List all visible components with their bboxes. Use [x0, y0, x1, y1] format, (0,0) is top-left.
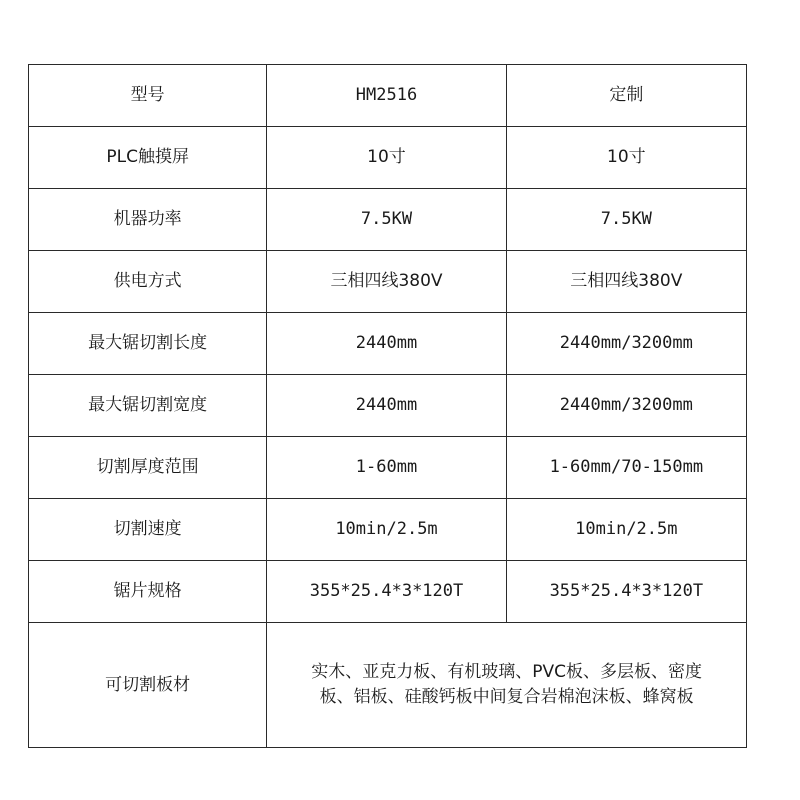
table-row-max-cut-length — [29, 313, 747, 375]
value-custom: 1-60mm/70-150mm — [506, 437, 746, 499]
row-label: 最大锯切割长度 — [29, 313, 267, 375]
value-custom: 2440mm/3200mm — [506, 375, 746, 437]
table-row-blade-spec — [29, 561, 747, 623]
value-standard: 10寸 — [267, 127, 506, 189]
value-standard: 2440mm — [267, 313, 506, 375]
value-standard: 三相四线380V — [267, 251, 506, 313]
value-custom: 三相四线380V — [506, 251, 746, 313]
value-standard: 355*25.4*3*120T — [267, 561, 506, 623]
table-row-cut-speed — [29, 499, 747, 561]
value-custom: 10min/2.5m — [506, 499, 746, 561]
table-row-materials — [29, 623, 747, 748]
materials-line-1: 实木、亚克力板、有机玻璃、PVC板、多层板、密度 — [311, 662, 703, 683]
table-row-plc-screen — [29, 127, 747, 189]
value-standard: HM2516 — [267, 65, 506, 127]
value-custom: 定制 — [506, 65, 746, 127]
value-standard: 1-60mm — [267, 437, 506, 499]
spec-table — [28, 64, 747, 748]
value-standard: 10min/2.5m — [267, 499, 506, 561]
row-label: 机器功率 — [29, 189, 267, 251]
value-standard: 2440mm — [267, 375, 506, 437]
table-row-model — [29, 65, 747, 127]
row-label: 型号 — [29, 65, 267, 127]
value-standard: 7.5KW — [267, 189, 506, 251]
value-custom: 2440mm/3200mm — [506, 313, 746, 375]
row-label: PLC触摸屏 — [29, 127, 267, 189]
table-row-power-supply — [29, 251, 747, 313]
row-label: 供电方式 — [29, 251, 267, 313]
row-label: 锯片规格 — [29, 561, 267, 623]
table-row-cut-thickness — [29, 437, 747, 499]
row-label: 切割速度 — [29, 499, 267, 561]
value-custom: 7.5KW — [506, 189, 746, 251]
materials-line-2: 板、铝板、硅酸钙板中间复合岩棉泡沫板、蜂窝板 — [319, 687, 694, 707]
table-row-machine-power — [29, 189, 747, 251]
row-label: 最大锯切割宽度 — [29, 375, 267, 437]
value-custom: 10寸 — [506, 127, 746, 189]
table-row-max-cut-width — [29, 375, 747, 437]
materials-cell — [267, 623, 747, 748]
row-label: 可切割板材 — [29, 623, 267, 748]
row-label: 切割厚度范围 — [29, 437, 267, 499]
value-custom: 355*25.4*3*120T — [506, 561, 746, 623]
